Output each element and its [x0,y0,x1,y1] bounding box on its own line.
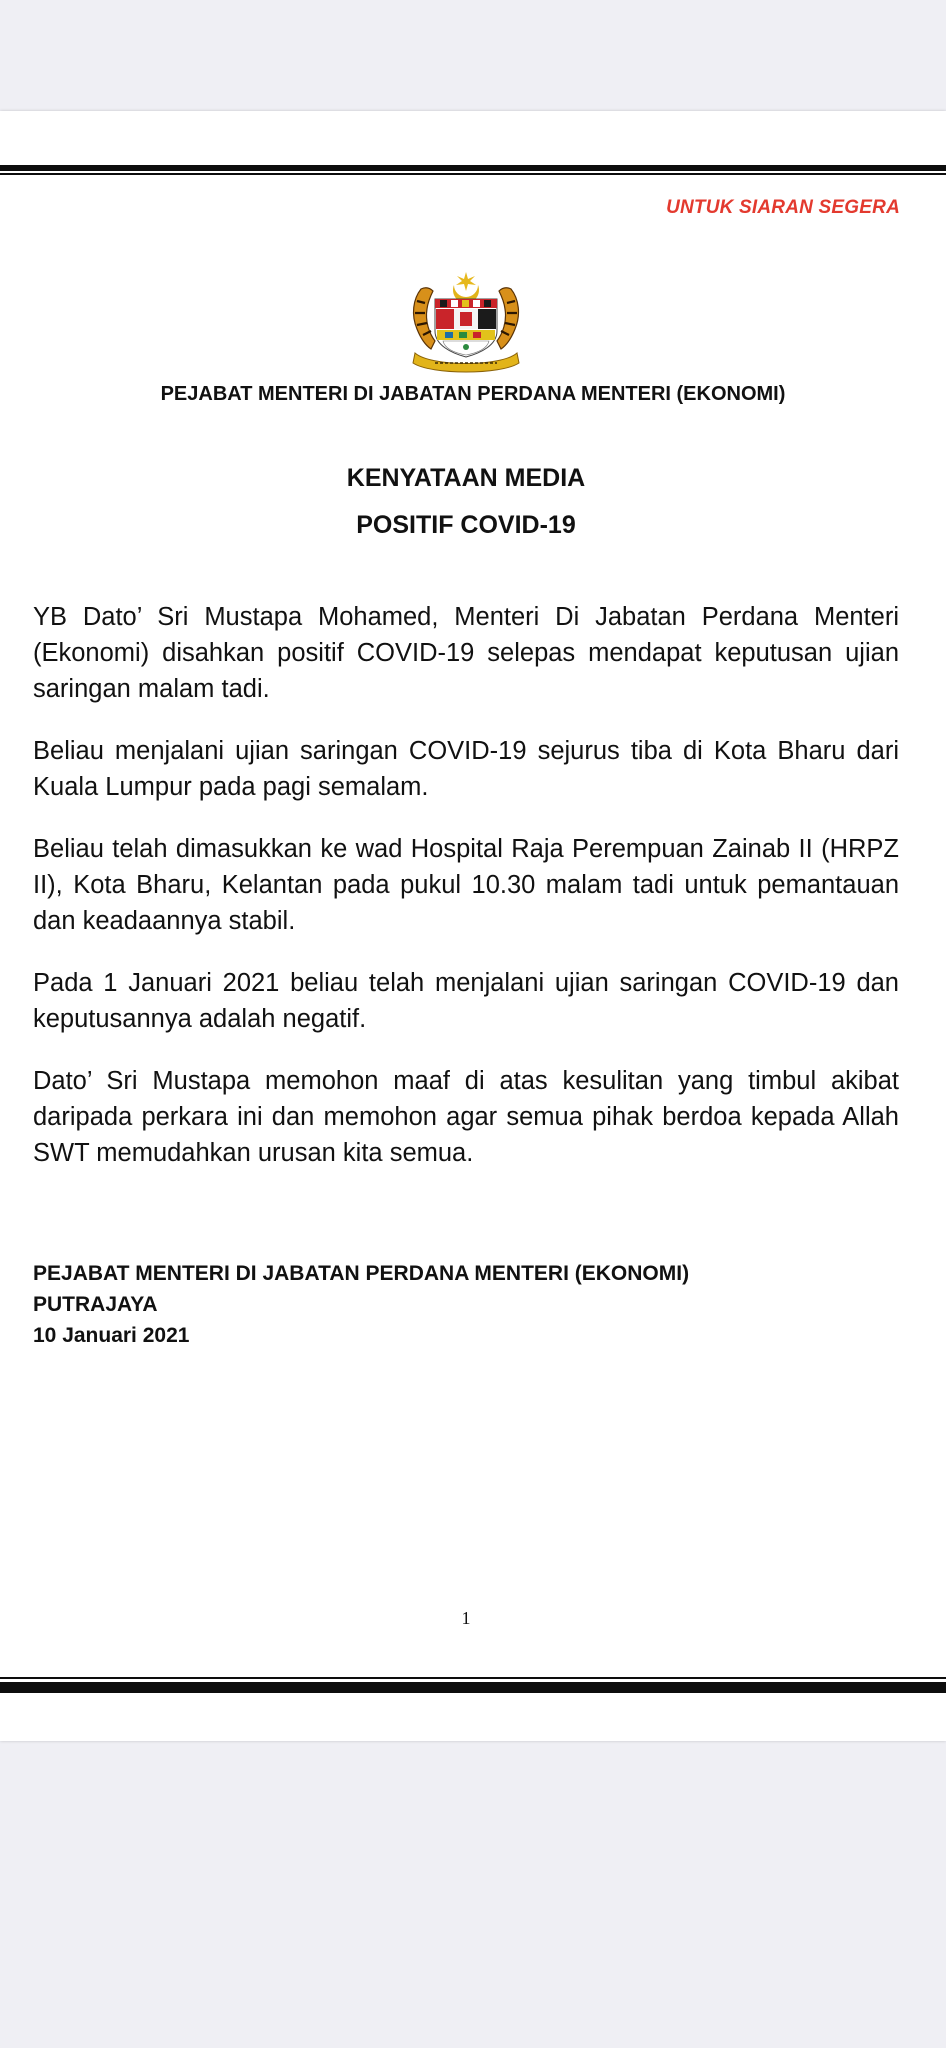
paragraph: Pada 1 Januari 2021 beliau telah menjalani ujian saringan COVID-19 dan keputusannya adalah negatif. [33,969,899,1033]
statement-body [33,599,899,1171]
paragraph: Dato’ Sri Mustapa memohon maaf di atas kesulitan yang timbul akibat daripada perkara ini dan memohon agar semua pihak berdoa kepada Allah SWT memudahkan urusan kita semua. [33,1067,899,1167]
paragraph: YB Dato’ Sri Mustapa Mohamed, Menteri Di Jabatan Perdana Menteri (Ekonomi) disahkan positif COVID-19 selepas mendapat keputusan ujian saringan malam tadi. [33,603,899,703]
bottom-rule-thick [0,1682,946,1693]
malaysia-coat-of-arms-icon [401,269,531,377]
statement-title: KENYATAAN MEDIA [346,464,586,492]
document-page [0,111,946,1741]
signoff-city: PUTRAJAYA [33,1293,158,1316]
release-tag: UNTUK SIARAN SEGERA [666,197,900,218]
top-rule-thin [0,173,946,175]
signoff-office: PEJABAT MENTERI DI JABATAN PERDANA MENTERI (EKONOMI) [33,1262,690,1285]
paragraph: Beliau menjalani ujian saringan COVID-19 sejurus tiba di Kota Bharu dari Kuala Lumpur pada pagi semalam. [33,737,899,801]
signoff-date: 10 Januari 2021 [33,1324,190,1347]
statement-subtitle: POSITIF COVID-19 [356,511,576,539]
signoff-block [33,1258,689,1351]
office-heading: PEJABAT MENTERI DI JABATAN PERDANA MENTERI (EKONOMI) [160,383,786,405]
bottom-rule-thin [0,1677,946,1679]
paragraph: Beliau telah dimasukkan ke wad Hospital Raja Perempuan Zainab II (HRPZ II), Kota Bharu, Kelantan pada pukul 10.30 malam tadi untuk pemantauan dan keadaannya stabil. [33,835,899,935]
top-rule-thick [0,165,946,171]
page-number: 1 [461,1608,471,1628]
